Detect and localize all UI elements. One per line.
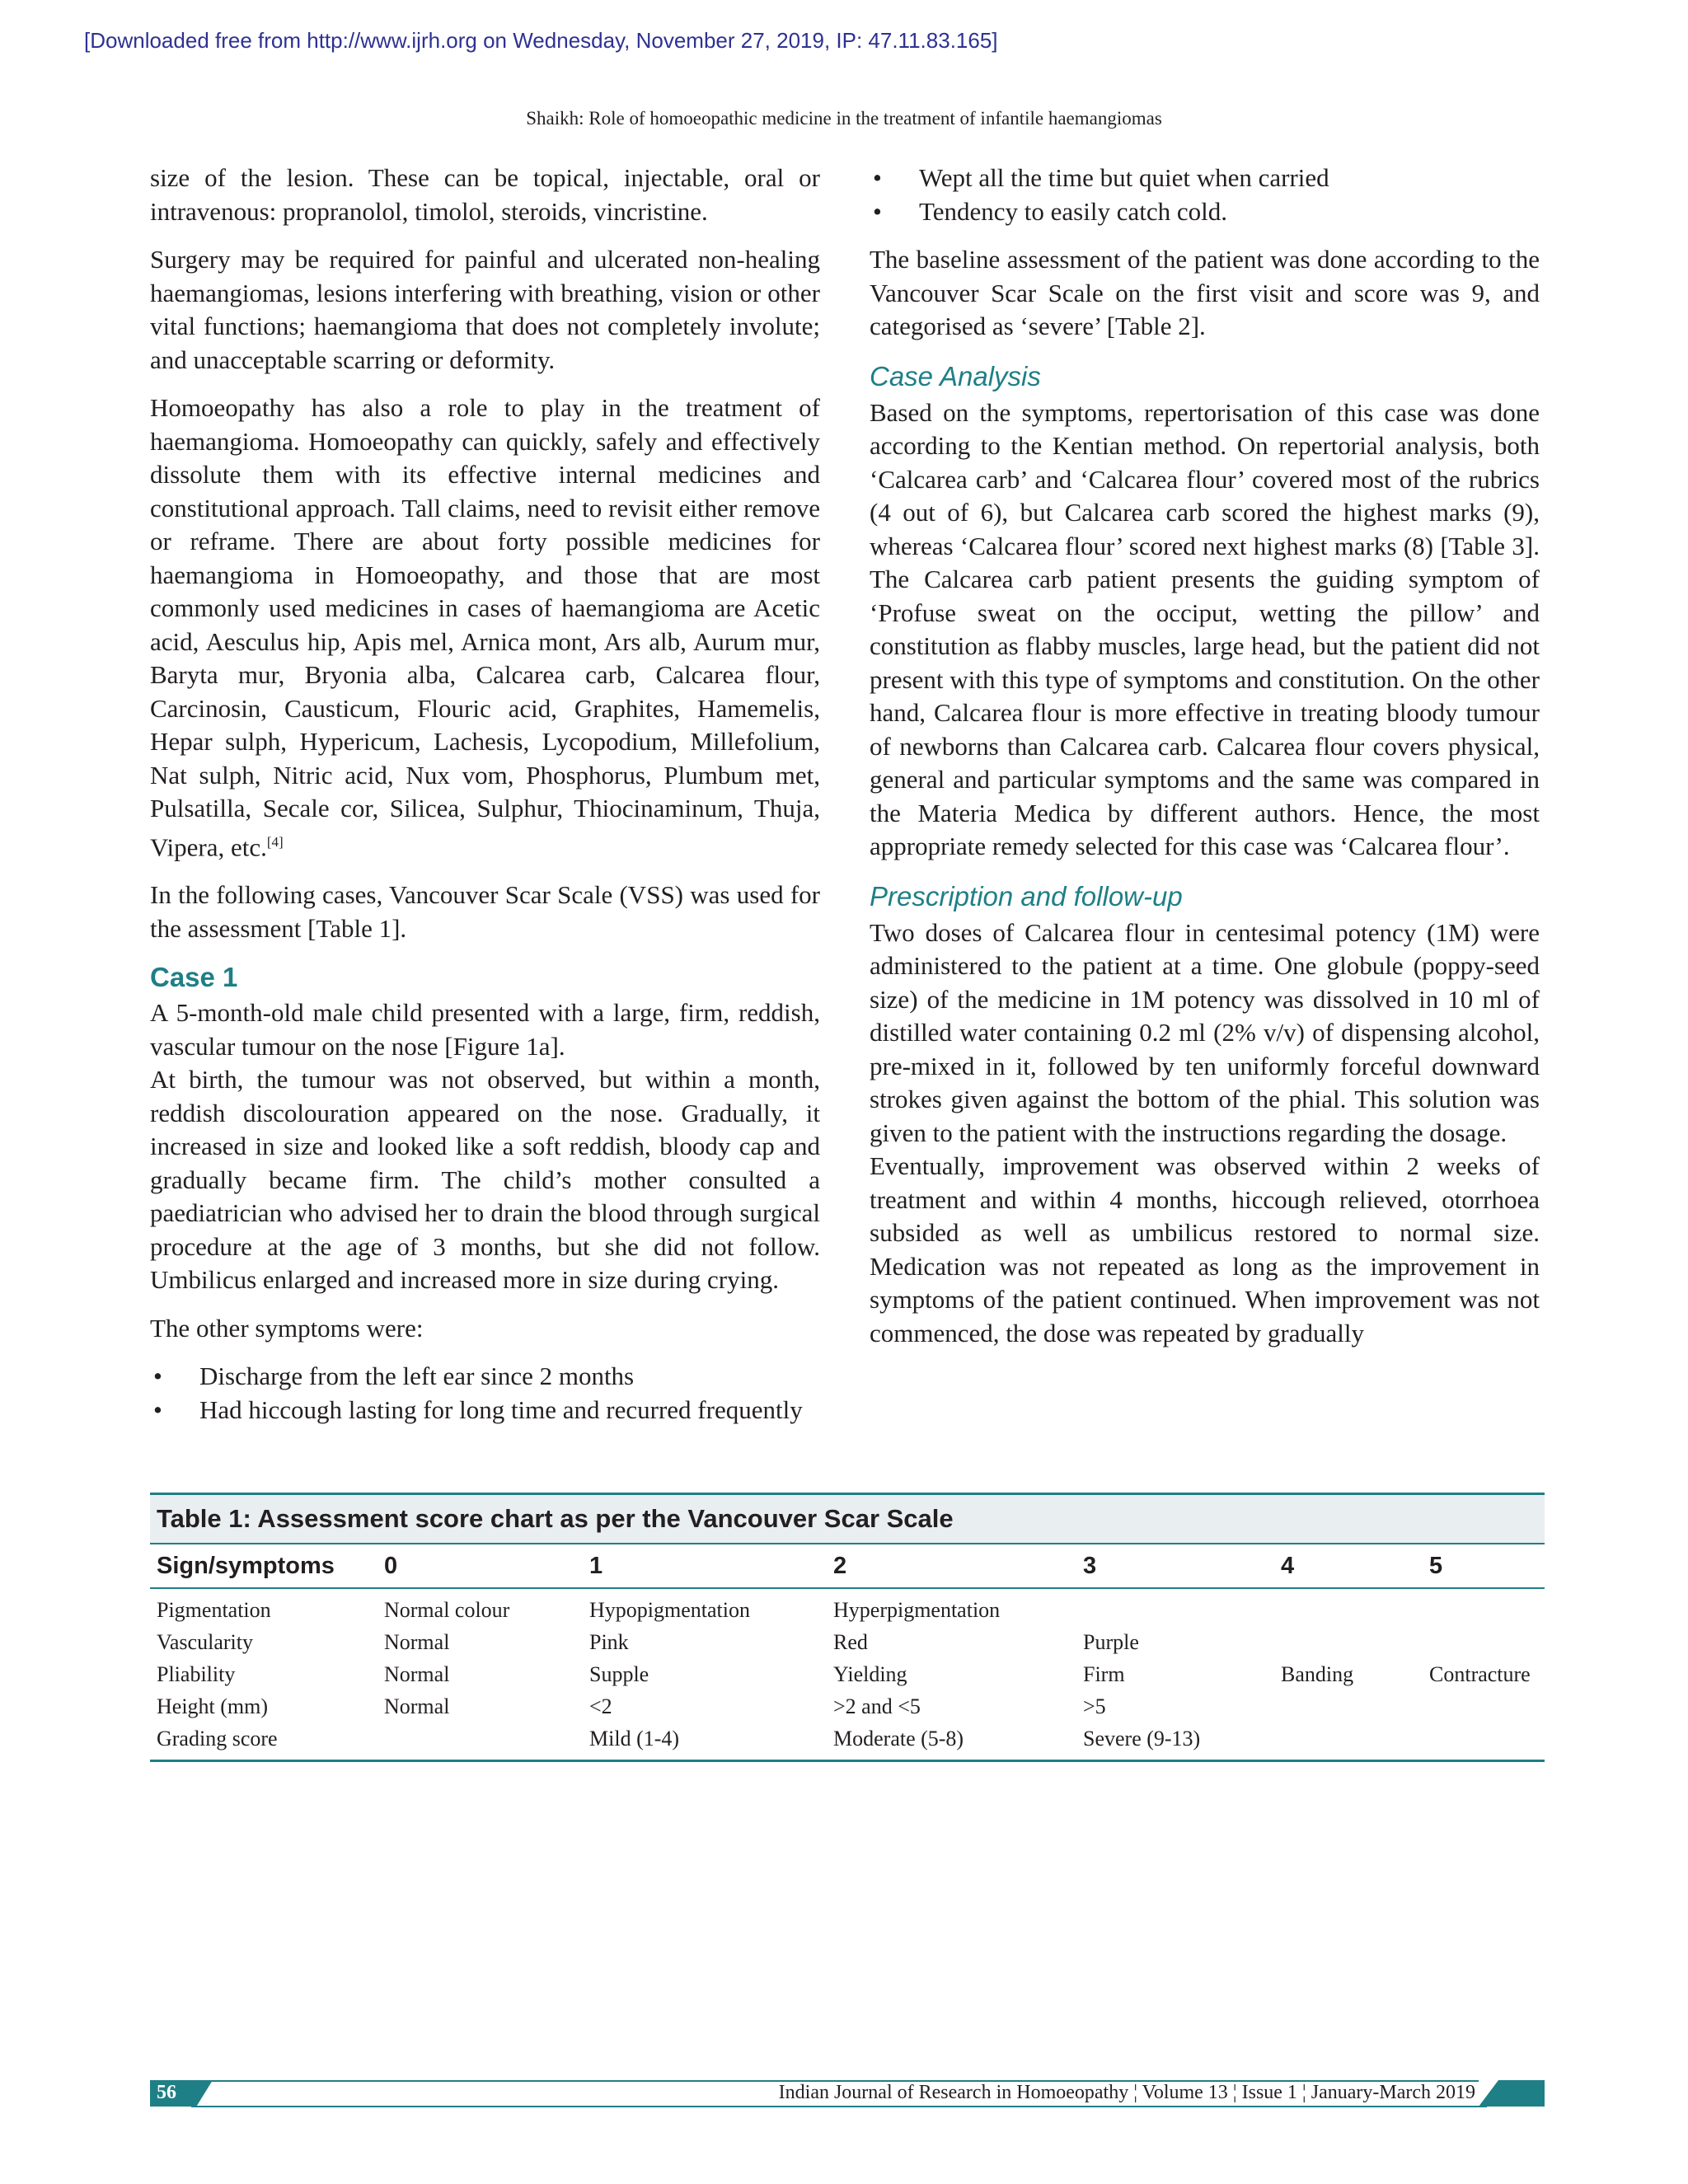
download-banner: [Downloaded free from http://www.ijrh.org on Wednesday, November 27, 2019, IP: 47.11.83.165] [84, 28, 998, 53]
table-cell: <2 [589, 1694, 612, 1718]
table-row [150, 1722, 1545, 1760]
table-cell: Normal [384, 1661, 450, 1686]
table-cell: Firm [1083, 1661, 1125, 1686]
table-cell: Height (mm) [157, 1694, 269, 1718]
table-title: Table 1: Assessment score chart as per the Vancouver Scar Scale [150, 1495, 1545, 1544]
table-cell: Pigmentation [157, 1597, 271, 1622]
table-cell: Normal [384, 1629, 450, 1654]
table-cell: Vascularity [157, 1629, 253, 1654]
symptom-list [150, 1360, 820, 1427]
table-row [150, 1690, 1545, 1722]
journal-citation: Indian Journal of Research in Homoeopathy ¦ Volume 13 ¦ Issue 1 ¦ January-March 2019 [778, 2082, 1475, 2103]
table-cell: Purple [1083, 1629, 1139, 1654]
table-cell [377, 1722, 583, 1760]
table-cell: Pink [589, 1629, 629, 1654]
vss-table [150, 1544, 1545, 1760]
table-cell [1274, 1588, 1423, 1626]
table-cell: Supple [589, 1661, 649, 1686]
running-head: Shaikh: Role of homoeopathic medicine in the treatment of infantile haemangiomas [526, 108, 1162, 129]
table-cell: Normal [384, 1694, 450, 1718]
list-item: • Had hiccough lasting for long time and recurred frequently [153, 1394, 803, 1424]
table-cell: Normal colour [384, 1597, 510, 1622]
section-heading-case-analysis: Case Analysis [870, 360, 1041, 391]
column-header: 3 [1076, 1544, 1274, 1588]
paragraph-text: Homoeopathy has also a role to play in the treatment of haemangioma. Homoeopathy can quickly, safely and effectively dissolute them with its effective internal medicines and constitutional approach. Tall claims, need to revisit either remove or reframe. There are about forty possible medicines for haemangioma in Homoeopathy, and those that are most commonly used medicines in cases of haemangioma are Acetic acid, Aesculus hip, Apis mel, Arnica mont, Ars alb, Aurum mur, Baryta mur, Bryonia alba, Calcarea carb, Calcarea flour, Carcinosin, Causticum, Flouric acid, Graphites, Hamemelis, Hepar sulph, Hypericum, Lachesis, Lycopodium, Millefolium, Nat sulph, Nitric acid, Nux vom, Phosphorus, Plumbum met, Pulsatilla, Secale cor, Silicea, Sulphur, Thiocinaminum, Thuja, Vipera, etc. [150, 393, 820, 861]
column-header: 0 [377, 1544, 583, 1588]
table-header-row [150, 1544, 1545, 1588]
table-cell [1423, 1626, 1545, 1658]
table-cell: Contracture [1429, 1661, 1531, 1686]
table-cell: >5 [1083, 1694, 1106, 1718]
table-cell [1423, 1722, 1545, 1760]
paragraph: Based on the symptoms, repertorisation of this case was done according to the Kentian method. On repertorial analysis, both ‘Calcarea carb’ and ‘Calcarea flour’ covered most of the rubrics (4 out of 6), but Calcarea carb scored the highest marks (9), whereas ‘Calcarea flour’ scored next highest marks (8) [Table 3]. The Calcarea carb patient presents the guiding symptom of ‘Profuse sweat on the occiput, wetting the pillow’ and constitution as flabby muscles, large head, but the patient did not present with this type of symptoms and constitution. On the other hand, Calcarea flour is more effective in treating bloody tumour of newborns than Calcarea carb. Calcarea flour covers physical, general and particular symptoms and the same was compared in the Materia Medica by different authors. Hence, the most appropriate remedy selected for this case was ‘Calcarea flour’. [870, 397, 1540, 860]
paragraph: Two doses of Calcarea flour in centesimal potency (1M) were administered to the patient at a time. One globule (poppy-seed size) of the medicine in 1M potency was dissolved in 10 ml of distilled water containing 0.2 ml (2% v/v) of dispensing alcohol, pre-mixed in it, followed by ten uniformly forceful downward strokes given against the bottom of the phial. This solution was given to the patient with the instructions regarding the dosage. [870, 917, 1540, 1147]
paragraph: size of the lesion. These can be topical, injectable, oral or intravenous: propranolol, timolol, steroids, vincristine. [150, 163, 820, 226]
list-item: • Wept all the time but quiet when carried [873, 163, 1329, 192]
table-cell: Yielding [833, 1661, 907, 1686]
table-cell: Hypopigmentation [589, 1597, 750, 1622]
section-heading-case-1: Case 1 [150, 962, 238, 993]
table-cell: Severe (9-13) [1083, 1726, 1201, 1750]
table-cell: Banding [1281, 1661, 1354, 1686]
table-row [150, 1588, 1545, 1626]
table-cell: Pliability [157, 1661, 236, 1686]
paragraph [150, 391, 820, 864]
table-cell: Grading score [157, 1726, 278, 1750]
list-item: • Discharge from the left ear since 2 months [153, 1361, 635, 1391]
column-header: 1 [583, 1544, 827, 1588]
table-cell [1274, 1690, 1423, 1722]
table-row [150, 1626, 1545, 1658]
page-footer [150, 2080, 1545, 2108]
column-header: 4 [1274, 1544, 1423, 1588]
citation-ref: [4] [266, 833, 284, 850]
left-column [150, 162, 820, 1441]
table-cell: Mild (1-4) [589, 1726, 680, 1750]
paragraph: In the following cases, Vancouver Scar Scale (VSS) was used for the assessment [Table 1]. [150, 880, 820, 943]
footer-rule [191, 2106, 1487, 2107]
symptom-list [870, 162, 1540, 228]
paragraph: The baseline assessment of the patient was done according to the Vancouver Scar Scale on the first visit and score was 9, and categorised as ‘severe’ [Table 2]. [870, 245, 1540, 340]
paragraph: The other symptoms were: [150, 1313, 424, 1343]
paragraph: Eventually, improvement was observed within 2 weeks of treatment and within 4 months, hiccough relieved, otorrhoea subsided as well as umbilicus restored to normal size. Medication was not repeated as long as the improvement in symptoms of the patient continued. When improvement was not commenced, the dose was repeated by gradually [870, 1151, 1540, 1347]
paragraph: A 5-month-old male child presented with a large, firm, reddish, vascular tumour on the nose [Figure 1a]. [150, 998, 820, 1061]
table-cell [1274, 1722, 1423, 1760]
table-cell: Hyperpigmentation [833, 1597, 1001, 1622]
page-number: 56 [157, 2082, 176, 2103]
table-cell [1274, 1626, 1423, 1658]
column-header: 2 [827, 1544, 1076, 1588]
table-cell [1076, 1588, 1274, 1626]
footer-end-tab [1479, 2080, 1545, 2107]
paragraph: Surgery may be required for painful and ulcerated non-healing haemangiomas, lesions interfering with breathing, vision or other vital functions; haemangioma that does not completely involute; and unacceptable scarring or deformity. [150, 245, 820, 374]
column-header: 5 [1423, 1544, 1545, 1588]
table-cell: Red [833, 1629, 868, 1654]
table-1 [150, 1493, 1545, 1762]
list-item: • Tendency to easily catch cold. [873, 196, 1227, 226]
table-row [150, 1658, 1545, 1690]
table-cell: >2 and <5 [833, 1694, 921, 1718]
paragraph: At birth, the tumour was not observed, but within a month, reddish discolouration appeared on the nose. Gradually, it increased in size and looked like a soft reddish, bloody cap and gradually became firm. The child’s mother consulted a paediatrician who advised her to drain the blood through surgical procedure at the age of 3 months, but she did not follow. Umbilicus enlarged and increased more in size during crying. [150, 1065, 820, 1295]
table-cell [1423, 1690, 1545, 1722]
section-heading-prescription: Prescription and follow-up [870, 880, 1183, 912]
table-cell [1423, 1588, 1545, 1626]
table-cell: Moderate (5-8) [833, 1726, 964, 1750]
column-header: Sign/symptoms [150, 1544, 377, 1588]
right-column [870, 162, 1540, 1365]
